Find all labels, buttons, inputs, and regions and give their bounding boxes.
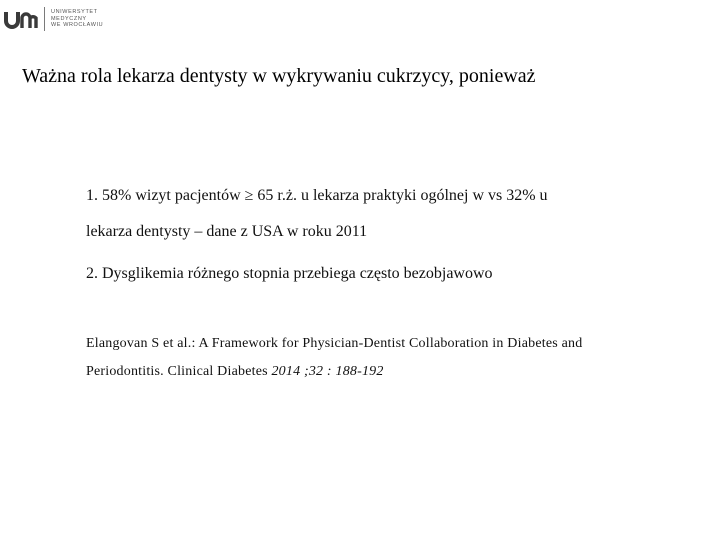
- um-logo-icon: [4, 6, 38, 32]
- point-1-line-1: 1. 58% wizyt pacjentów ≥ 65 r.ż. u lekarza praktyki ogólnej w vs 32% u: [86, 187, 548, 204]
- point-1-line-2: lekarza dentysty – dane z USA w roku 2011: [86, 223, 368, 240]
- reference-citation: 2014 ;32 : 188-192: [271, 364, 384, 379]
- reference-line-1: Elangovan S et al.: A Framework for Physician-Dentist Collaboration in Diabetes and: [86, 336, 583, 351]
- point-2: [86, 256, 686, 292]
- point-2-line-1: 2. Dysglikemia różnego stopnia przebiega często bezobjawowo: [86, 265, 493, 282]
- university-logo: [4, 5, 103, 33]
- logo-line-3: WE WROCŁAWIU: [51, 22, 104, 29]
- slide-title: Ważna rola lekarza dentysty w wykrywaniu cukrzycy, ponieważ: [22, 65, 536, 87]
- points-list: [86, 178, 686, 292]
- logo-line-1: UNIWERSYTET: [51, 9, 98, 16]
- logo-wordmark: [51, 9, 103, 29]
- logo-line-2: MEDYCZNY: [51, 15, 87, 22]
- point-1: [86, 178, 686, 250]
- logo-divider: [44, 7, 45, 31]
- reference-line-2: Periodontitis. Clinical Diabetes: [86, 364, 268, 379]
- reference: [86, 330, 686, 386]
